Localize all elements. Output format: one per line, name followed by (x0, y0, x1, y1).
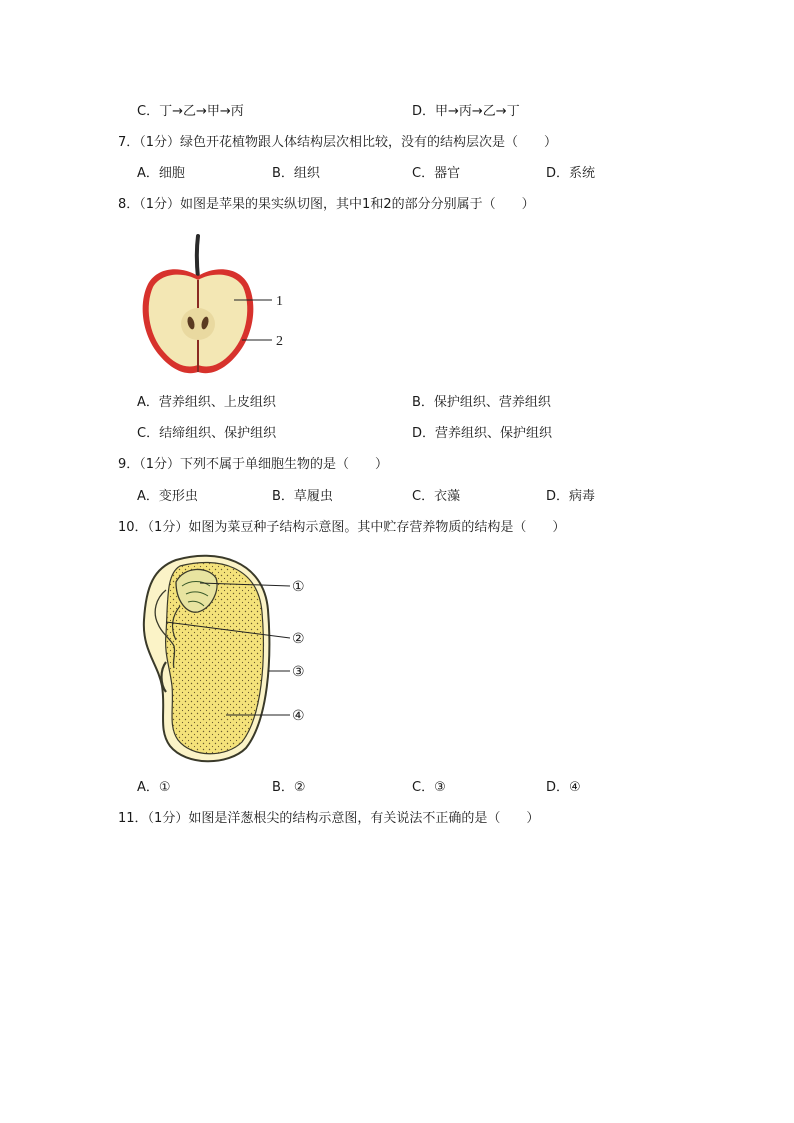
q7-stem-row (0, 133, 794, 153)
q8-option-c[interactable]: C．结缔组织、保护组织 (137, 426, 277, 441)
q9-option-d[interactable]: D．病毒 (546, 489, 596, 504)
q8-option-d[interactable]: D．营养组织、保护组织 (412, 426, 553, 441)
q10-stem: 10．（1分）如图为菜豆种子结构示意图。其中贮存营养物质的结构是（ ） (118, 520, 566, 535)
apple-label-1: 1 (276, 294, 283, 309)
q7-option-d[interactable]: D．系统 (546, 166, 596, 181)
q6-option-d[interactable]: D．甲→丙→乙→丁 (412, 104, 520, 119)
q9-option-c[interactable]: C．衣藻 (412, 489, 461, 504)
bean-label-1: ① (292, 580, 305, 595)
q10-options-row (0, 778, 794, 798)
q8-stem-row (0, 195, 794, 215)
q7-option-b[interactable]: B．组织 (272, 166, 320, 181)
bean-label-3: ③ (292, 665, 305, 680)
q10-option-b[interactable]: B．② (272, 780, 306, 795)
bean-seed-figure (136, 550, 316, 768)
apple-core (181, 308, 215, 340)
q6-options-row-2 (0, 102, 794, 122)
q11-stem: 11．（1分）如图是洋葱根尖的结构示意图，有关说法不正确的是（ ） (118, 811, 540, 826)
q7-option-c[interactable]: C．器官 (412, 166, 461, 181)
apple-stem (197, 236, 198, 278)
q9-stem: 9．（1分）下列不属于单细胞生物的是（ ） (118, 457, 389, 472)
q7-stem: 7．（1分）绿色开花植物跟人体结构层次相比较，没有的结构层次是（ ） (118, 135, 558, 150)
q8-stem: 8．（1分）如图是苹果的果实纵切图，其中1和2的部分分别属于（ ） (118, 197, 535, 212)
q9-option-b[interactable]: B．草履虫 (272, 489, 333, 504)
q6-option-c[interactable]: C．丁→乙→甲→丙 (137, 104, 244, 119)
q8-options-row-1 (0, 393, 794, 413)
q7-option-a[interactable]: A．细胞 (137, 166, 185, 181)
bean-label-4: ④ (292, 709, 305, 724)
q8-options-row-2 (0, 424, 794, 444)
q9-options-row (0, 487, 794, 507)
q9-stem-row (0, 455, 794, 475)
apple-label-2: 2 (276, 334, 283, 349)
q9-option-a[interactable]: A．变形虫 (137, 489, 198, 504)
q8-option-b[interactable]: B．保护组织、营养组织 (412, 395, 551, 410)
q11-stem-row (0, 809, 794, 829)
bean-label-2: ② (292, 632, 305, 647)
q8-option-a[interactable]: A．营养组织、上皮组织 (137, 395, 276, 410)
q10-stem-row (0, 518, 794, 538)
q7-options-row (0, 164, 794, 184)
q10-option-d[interactable]: D．④ (546, 780, 581, 795)
q10-option-c[interactable]: C．③ (412, 780, 446, 795)
apple-cross-section-figure (138, 232, 298, 380)
q10-option-a[interactable]: A．① (137, 780, 171, 795)
